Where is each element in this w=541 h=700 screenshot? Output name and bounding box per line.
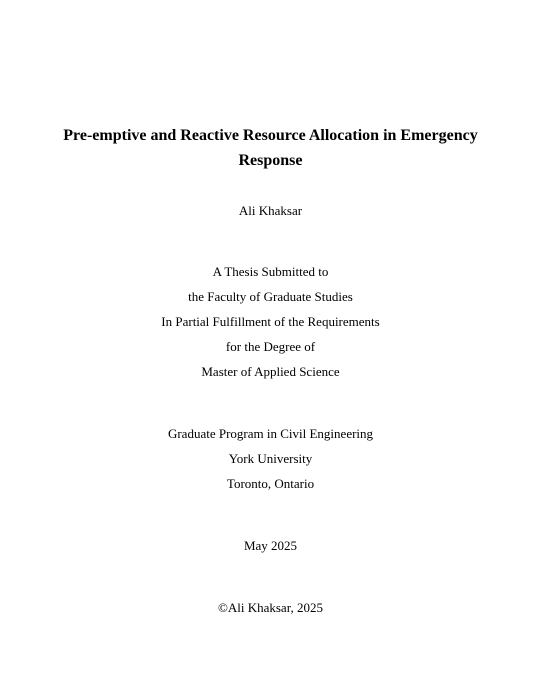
submission-line-2: the Faculty of Graduate Studies bbox=[188, 289, 353, 304]
program-name: Graduate Program in Civil Engineering bbox=[167, 426, 374, 441]
author-name: Ali Khaksar bbox=[238, 203, 303, 218]
submission-line-1: A Thesis Submitted to bbox=[212, 264, 329, 279]
degree-name: Master of Applied Science bbox=[201, 364, 340, 379]
thesis-title-line-1: Pre-emptive and Reactive Resource Allocation in Emergency bbox=[63, 127, 478, 144]
copyright-notice: ©Ali Khaksar, 2025 bbox=[217, 600, 324, 615]
submission-line-3: In Partial Fulfillment of the Requirements bbox=[161, 314, 380, 329]
university-name: York University bbox=[228, 451, 313, 466]
submission-line-4: for the Degree of bbox=[225, 339, 316, 354]
thesis-title-line-2: Response bbox=[238, 152, 303, 169]
location: Toronto, Ontario bbox=[226, 476, 315, 491]
submission-date: May 2025 bbox=[243, 538, 298, 553]
